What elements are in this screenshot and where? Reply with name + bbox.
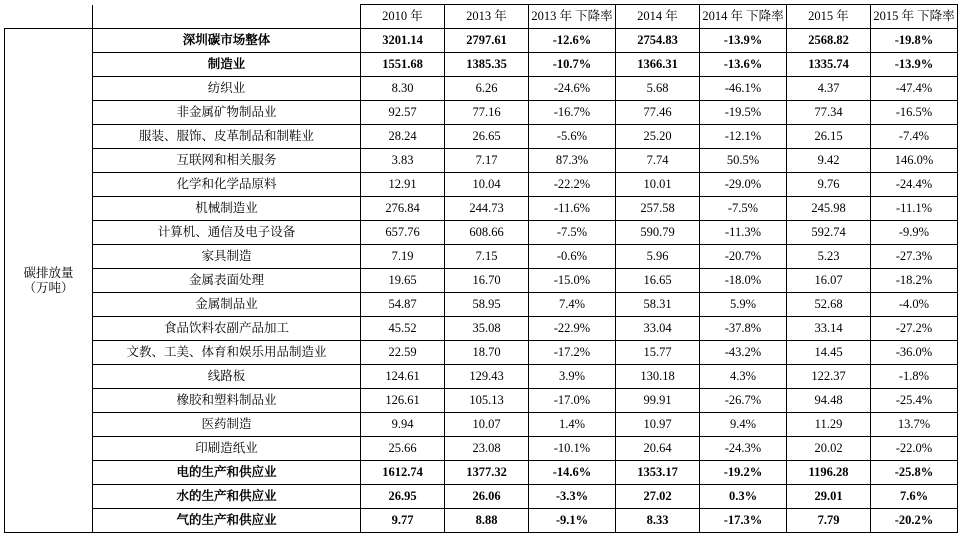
cell-2013-rate: 7.4% bbox=[529, 293, 616, 317]
cell-category: 印刷造纸业 bbox=[93, 437, 361, 461]
cell-2015: 7.79 bbox=[787, 509, 871, 533]
table-row bbox=[5, 341, 958, 365]
cell-2014-rate: -46.1% bbox=[700, 77, 787, 101]
table-row bbox=[5, 461, 958, 485]
table-row bbox=[5, 173, 958, 197]
cell-2015-rate: -36.0% bbox=[871, 341, 958, 365]
cell-category: 纺织业 bbox=[93, 77, 361, 101]
cell-2015: 9.42 bbox=[787, 149, 871, 173]
cell-2015-rate: -19.8% bbox=[871, 29, 958, 53]
cell-2014: 15.77 bbox=[616, 341, 700, 365]
table-row bbox=[5, 77, 958, 101]
row-header-line1: 碳排放量 bbox=[23, 266, 74, 281]
cell-2013: 16.70 bbox=[445, 269, 529, 293]
cell-2013: 1377.32 bbox=[445, 461, 529, 485]
cell-2010: 3201.14 bbox=[361, 29, 445, 53]
cell-2013: 77.16 bbox=[445, 101, 529, 125]
header-name-blank bbox=[93, 5, 361, 29]
cell-2015-rate: -25.8% bbox=[871, 461, 958, 485]
table-row bbox=[5, 197, 958, 221]
cell-2014: 5.68 bbox=[616, 77, 700, 101]
cell-2014-rate: -24.3% bbox=[700, 437, 787, 461]
cell-2014: 8.33 bbox=[616, 509, 700, 533]
cell-category: 金属表面处理 bbox=[93, 269, 361, 293]
cell-2013: 1385.35 bbox=[445, 53, 529, 77]
table-row bbox=[5, 365, 958, 389]
cell-2015-rate: -27.3% bbox=[871, 245, 958, 269]
column-header-2014-rate-line1: 2014 年 bbox=[702, 9, 743, 24]
cell-2015-rate: -27.2% bbox=[871, 317, 958, 341]
cell-2014: 20.64 bbox=[616, 437, 700, 461]
cell-2010: 657.76 bbox=[361, 221, 445, 245]
cell-2015-rate: -47.4% bbox=[871, 77, 958, 101]
cell-2014-rate: -29.0% bbox=[700, 173, 787, 197]
cell-2010: 7.19 bbox=[361, 245, 445, 269]
cell-2014-rate: -13.6% bbox=[700, 53, 787, 77]
cell-2014-rate: 9.4% bbox=[700, 413, 787, 437]
cell-2013-rate: -22.2% bbox=[529, 173, 616, 197]
cell-2010: 28.24 bbox=[361, 125, 445, 149]
table-body bbox=[5, 29, 958, 533]
cell-2014: 27.02 bbox=[616, 485, 700, 509]
header-row bbox=[5, 5, 958, 29]
cell-2014-rate: -20.7% bbox=[700, 245, 787, 269]
cell-2015-rate: -13.9% bbox=[871, 53, 958, 77]
cell-2013-rate: -16.7% bbox=[529, 101, 616, 125]
cell-2015: 20.02 bbox=[787, 437, 871, 461]
cell-2010: 22.59 bbox=[361, 341, 445, 365]
column-header-2014-rate bbox=[700, 5, 787, 29]
cell-2013-rate: -17.2% bbox=[529, 341, 616, 365]
cell-2010: 276.84 bbox=[361, 197, 445, 221]
column-header-2013-rate-line2: 下降率 bbox=[575, 9, 613, 24]
cell-2014: 590.79 bbox=[616, 221, 700, 245]
cell-2010: 1551.68 bbox=[361, 53, 445, 77]
cell-2015: 14.45 bbox=[787, 341, 871, 365]
cell-category: 服装、服饰、皮革制品和制鞋业 bbox=[93, 125, 361, 149]
cell-2014-rate: -11.3% bbox=[700, 221, 787, 245]
cell-2013-rate: -5.6% bbox=[529, 125, 616, 149]
cell-2013: 35.08 bbox=[445, 317, 529, 341]
cell-2013-rate: -10.1% bbox=[529, 437, 616, 461]
cell-2015: 11.29 bbox=[787, 413, 871, 437]
cell-2014-rate: -12.1% bbox=[700, 125, 787, 149]
column-header-2013: 2013 年 bbox=[445, 5, 529, 29]
cell-2014-rate: -18.0% bbox=[700, 269, 787, 293]
table-row bbox=[5, 317, 958, 341]
cell-category: 非金属矿物制品业 bbox=[93, 101, 361, 125]
cell-2014-rate: -13.9% bbox=[700, 29, 787, 53]
cell-2015-rate: -18.2% bbox=[871, 269, 958, 293]
table-row bbox=[5, 221, 958, 245]
cell-2014-rate: -19.2% bbox=[700, 461, 787, 485]
cell-2010: 25.66 bbox=[361, 437, 445, 461]
column-header-2015-rate bbox=[871, 5, 958, 29]
cell-category: 机械制造业 bbox=[93, 197, 361, 221]
cell-2015: 5.23 bbox=[787, 245, 871, 269]
cell-2014: 7.74 bbox=[616, 149, 700, 173]
cell-2015-rate: 146.0% bbox=[871, 149, 958, 173]
cell-2013: 8.88 bbox=[445, 509, 529, 533]
table-row bbox=[5, 125, 958, 149]
cell-2013: 26.06 bbox=[445, 485, 529, 509]
cell-category: 文教、工美、体育和娱乐用品制造业 bbox=[93, 341, 361, 365]
cell-2013: 18.70 bbox=[445, 341, 529, 365]
cell-2013-rate: -3.3% bbox=[529, 485, 616, 509]
cell-2015: 4.37 bbox=[787, 77, 871, 101]
cell-2015-rate: -7.4% bbox=[871, 125, 958, 149]
cell-2015-rate: -11.1% bbox=[871, 197, 958, 221]
column-header-2015: 2015 年 bbox=[787, 5, 871, 29]
cell-category: 互联网和相关服务 bbox=[93, 149, 361, 173]
column-header-2015-rate-line1: 2015 年 bbox=[873, 9, 914, 24]
column-header-2010: 2010 年 bbox=[361, 5, 445, 29]
emissions-table-page bbox=[0, 4, 955, 528]
row-header-line2: （万吨） bbox=[23, 280, 74, 295]
cell-2013: 10.04 bbox=[445, 173, 529, 197]
cell-2014: 58.31 bbox=[616, 293, 700, 317]
cell-category: 制造业 bbox=[93, 53, 361, 77]
cell-2010: 8.30 bbox=[361, 77, 445, 101]
carbon-emissions-table bbox=[4, 4, 958, 533]
cell-2015: 52.68 bbox=[787, 293, 871, 317]
cell-2010: 26.95 bbox=[361, 485, 445, 509]
cell-2014-rate: -43.2% bbox=[700, 341, 787, 365]
cell-2013: 105.13 bbox=[445, 389, 529, 413]
cell-category: 医药制造 bbox=[93, 413, 361, 437]
column-header-2013-rate-line1: 2013 年 bbox=[531, 9, 572, 24]
cell-2015-rate: 7.6% bbox=[871, 485, 958, 509]
table-row bbox=[5, 437, 958, 461]
cell-2010: 3.83 bbox=[361, 149, 445, 173]
cell-2013-rate: -17.0% bbox=[529, 389, 616, 413]
cell-2010: 1612.74 bbox=[361, 461, 445, 485]
column-header-2015-rate-line2: 下降率 bbox=[917, 9, 955, 24]
cell-2015: 77.34 bbox=[787, 101, 871, 125]
cell-category: 计算机、通信及电子设备 bbox=[93, 221, 361, 245]
cell-2014: 10.01 bbox=[616, 173, 700, 197]
cell-2013: 608.66 bbox=[445, 221, 529, 245]
cell-2015-rate: -20.2% bbox=[871, 509, 958, 533]
cell-2013: 7.17 bbox=[445, 149, 529, 173]
cell-2015-rate: -1.8% bbox=[871, 365, 958, 389]
cell-2010: 92.57 bbox=[361, 101, 445, 125]
cell-2014: 16.65 bbox=[616, 269, 700, 293]
cell-2013: 23.08 bbox=[445, 437, 529, 461]
cell-category: 金属制品业 bbox=[93, 293, 361, 317]
cell-2013-rate: 1.4% bbox=[529, 413, 616, 437]
table-row bbox=[5, 245, 958, 269]
cell-2015-rate: -4.0% bbox=[871, 293, 958, 317]
cell-category: 电的生产和供应业 bbox=[93, 461, 361, 485]
table-row bbox=[5, 293, 958, 317]
cell-category: 化学和化学品原料 bbox=[93, 173, 361, 197]
cell-2015: 2568.82 bbox=[787, 29, 871, 53]
cell-2014: 130.18 bbox=[616, 365, 700, 389]
cell-2013-rate: -15.0% bbox=[529, 269, 616, 293]
cell-2010: 12.91 bbox=[361, 173, 445, 197]
cell-2010: 54.87 bbox=[361, 293, 445, 317]
cell-2013: 7.15 bbox=[445, 245, 529, 269]
cell-category: 线路板 bbox=[93, 365, 361, 389]
cell-2015: 94.48 bbox=[787, 389, 871, 413]
cell-2015: 9.76 bbox=[787, 173, 871, 197]
table-row bbox=[5, 389, 958, 413]
cell-2014-rate: -19.5% bbox=[700, 101, 787, 125]
cell-2014-rate: -37.8% bbox=[700, 317, 787, 341]
cell-2010: 126.61 bbox=[361, 389, 445, 413]
column-header-2014: 2014 年 bbox=[616, 5, 700, 29]
cell-2014-rate: -26.7% bbox=[700, 389, 787, 413]
table-row bbox=[5, 269, 958, 293]
cell-2013: 2797.61 bbox=[445, 29, 529, 53]
cell-2013-rate: -14.6% bbox=[529, 461, 616, 485]
cell-2014: 1353.17 bbox=[616, 461, 700, 485]
cell-2013-rate: -22.9% bbox=[529, 317, 616, 341]
cell-2013: 58.95 bbox=[445, 293, 529, 317]
cell-2014: 10.97 bbox=[616, 413, 700, 437]
cell-2015: 1335.74 bbox=[787, 53, 871, 77]
cell-2010: 9.94 bbox=[361, 413, 445, 437]
cell-category: 家具制造 bbox=[93, 245, 361, 269]
cell-2014: 2754.83 bbox=[616, 29, 700, 53]
cell-2014: 99.91 bbox=[616, 389, 700, 413]
cell-2013-rate: -9.1% bbox=[529, 509, 616, 533]
table-row bbox=[5, 485, 958, 509]
cell-2013: 244.73 bbox=[445, 197, 529, 221]
cell-2014-rate: -17.3% bbox=[700, 509, 787, 533]
cell-category: 橡胶和塑料制品业 bbox=[93, 389, 361, 413]
cell-2015: 592.74 bbox=[787, 221, 871, 245]
table-row bbox=[5, 509, 958, 533]
cell-2013-rate: -11.6% bbox=[529, 197, 616, 221]
cell-2013-rate: -10.7% bbox=[529, 53, 616, 77]
header-corner-blank bbox=[5, 5, 93, 29]
cell-2015-rate: -22.0% bbox=[871, 437, 958, 461]
cell-2014-rate: 5.9% bbox=[700, 293, 787, 317]
column-header-2013-rate bbox=[529, 5, 616, 29]
cell-2015: 29.01 bbox=[787, 485, 871, 509]
cell-2014: 5.96 bbox=[616, 245, 700, 269]
row-header-carbon-emissions bbox=[5, 29, 93, 533]
cell-2015-rate: 13.7% bbox=[871, 413, 958, 437]
cell-2010: 9.77 bbox=[361, 509, 445, 533]
cell-2015: 245.98 bbox=[787, 197, 871, 221]
cell-2010: 45.52 bbox=[361, 317, 445, 341]
cell-2010: 124.61 bbox=[361, 365, 445, 389]
cell-2013-rate: -12.6% bbox=[529, 29, 616, 53]
column-header-2014-rate-line2: 下降率 bbox=[746, 9, 784, 24]
cell-2013: 6.26 bbox=[445, 77, 529, 101]
cell-category: 水的生产和供应业 bbox=[93, 485, 361, 509]
cell-2014-rate: -7.5% bbox=[700, 197, 787, 221]
table-row bbox=[5, 101, 958, 125]
cell-2013-rate: -24.6% bbox=[529, 77, 616, 101]
cell-2015: 16.07 bbox=[787, 269, 871, 293]
cell-2013-rate: -0.6% bbox=[529, 245, 616, 269]
table-row bbox=[5, 29, 958, 53]
cell-2013: 26.65 bbox=[445, 125, 529, 149]
cell-2014-rate: 4.3% bbox=[700, 365, 787, 389]
cell-2010: 19.65 bbox=[361, 269, 445, 293]
cell-2014-rate: 0.3% bbox=[700, 485, 787, 509]
cell-2015: 33.14 bbox=[787, 317, 871, 341]
cell-2014: 257.58 bbox=[616, 197, 700, 221]
cell-2015: 26.15 bbox=[787, 125, 871, 149]
cell-2014: 25.20 bbox=[616, 125, 700, 149]
cell-2013: 10.07 bbox=[445, 413, 529, 437]
cell-2013: 129.43 bbox=[445, 365, 529, 389]
cell-2013-rate: -7.5% bbox=[529, 221, 616, 245]
cell-2015-rate: -24.4% bbox=[871, 173, 958, 197]
cell-2015-rate: -16.5% bbox=[871, 101, 958, 125]
table-row bbox=[5, 53, 958, 77]
table-header bbox=[5, 5, 958, 29]
cell-2015-rate: -25.4% bbox=[871, 389, 958, 413]
cell-2013-rate: 3.9% bbox=[529, 365, 616, 389]
cell-2013-rate: 87.3% bbox=[529, 149, 616, 173]
cell-2014-rate: 50.5% bbox=[700, 149, 787, 173]
cell-category: 深圳碳市场整体 bbox=[93, 29, 361, 53]
cell-category: 食品饮料农副产品加工 bbox=[93, 317, 361, 341]
cell-2014: 77.46 bbox=[616, 101, 700, 125]
table-row bbox=[5, 149, 958, 173]
cell-2015: 122.37 bbox=[787, 365, 871, 389]
cell-2014: 33.04 bbox=[616, 317, 700, 341]
cell-2015-rate: -9.9% bbox=[871, 221, 958, 245]
cell-category: 气的生产和供应业 bbox=[93, 509, 361, 533]
cell-2014: 1366.31 bbox=[616, 53, 700, 77]
table-row bbox=[5, 413, 958, 437]
cell-2015: 1196.28 bbox=[787, 461, 871, 485]
